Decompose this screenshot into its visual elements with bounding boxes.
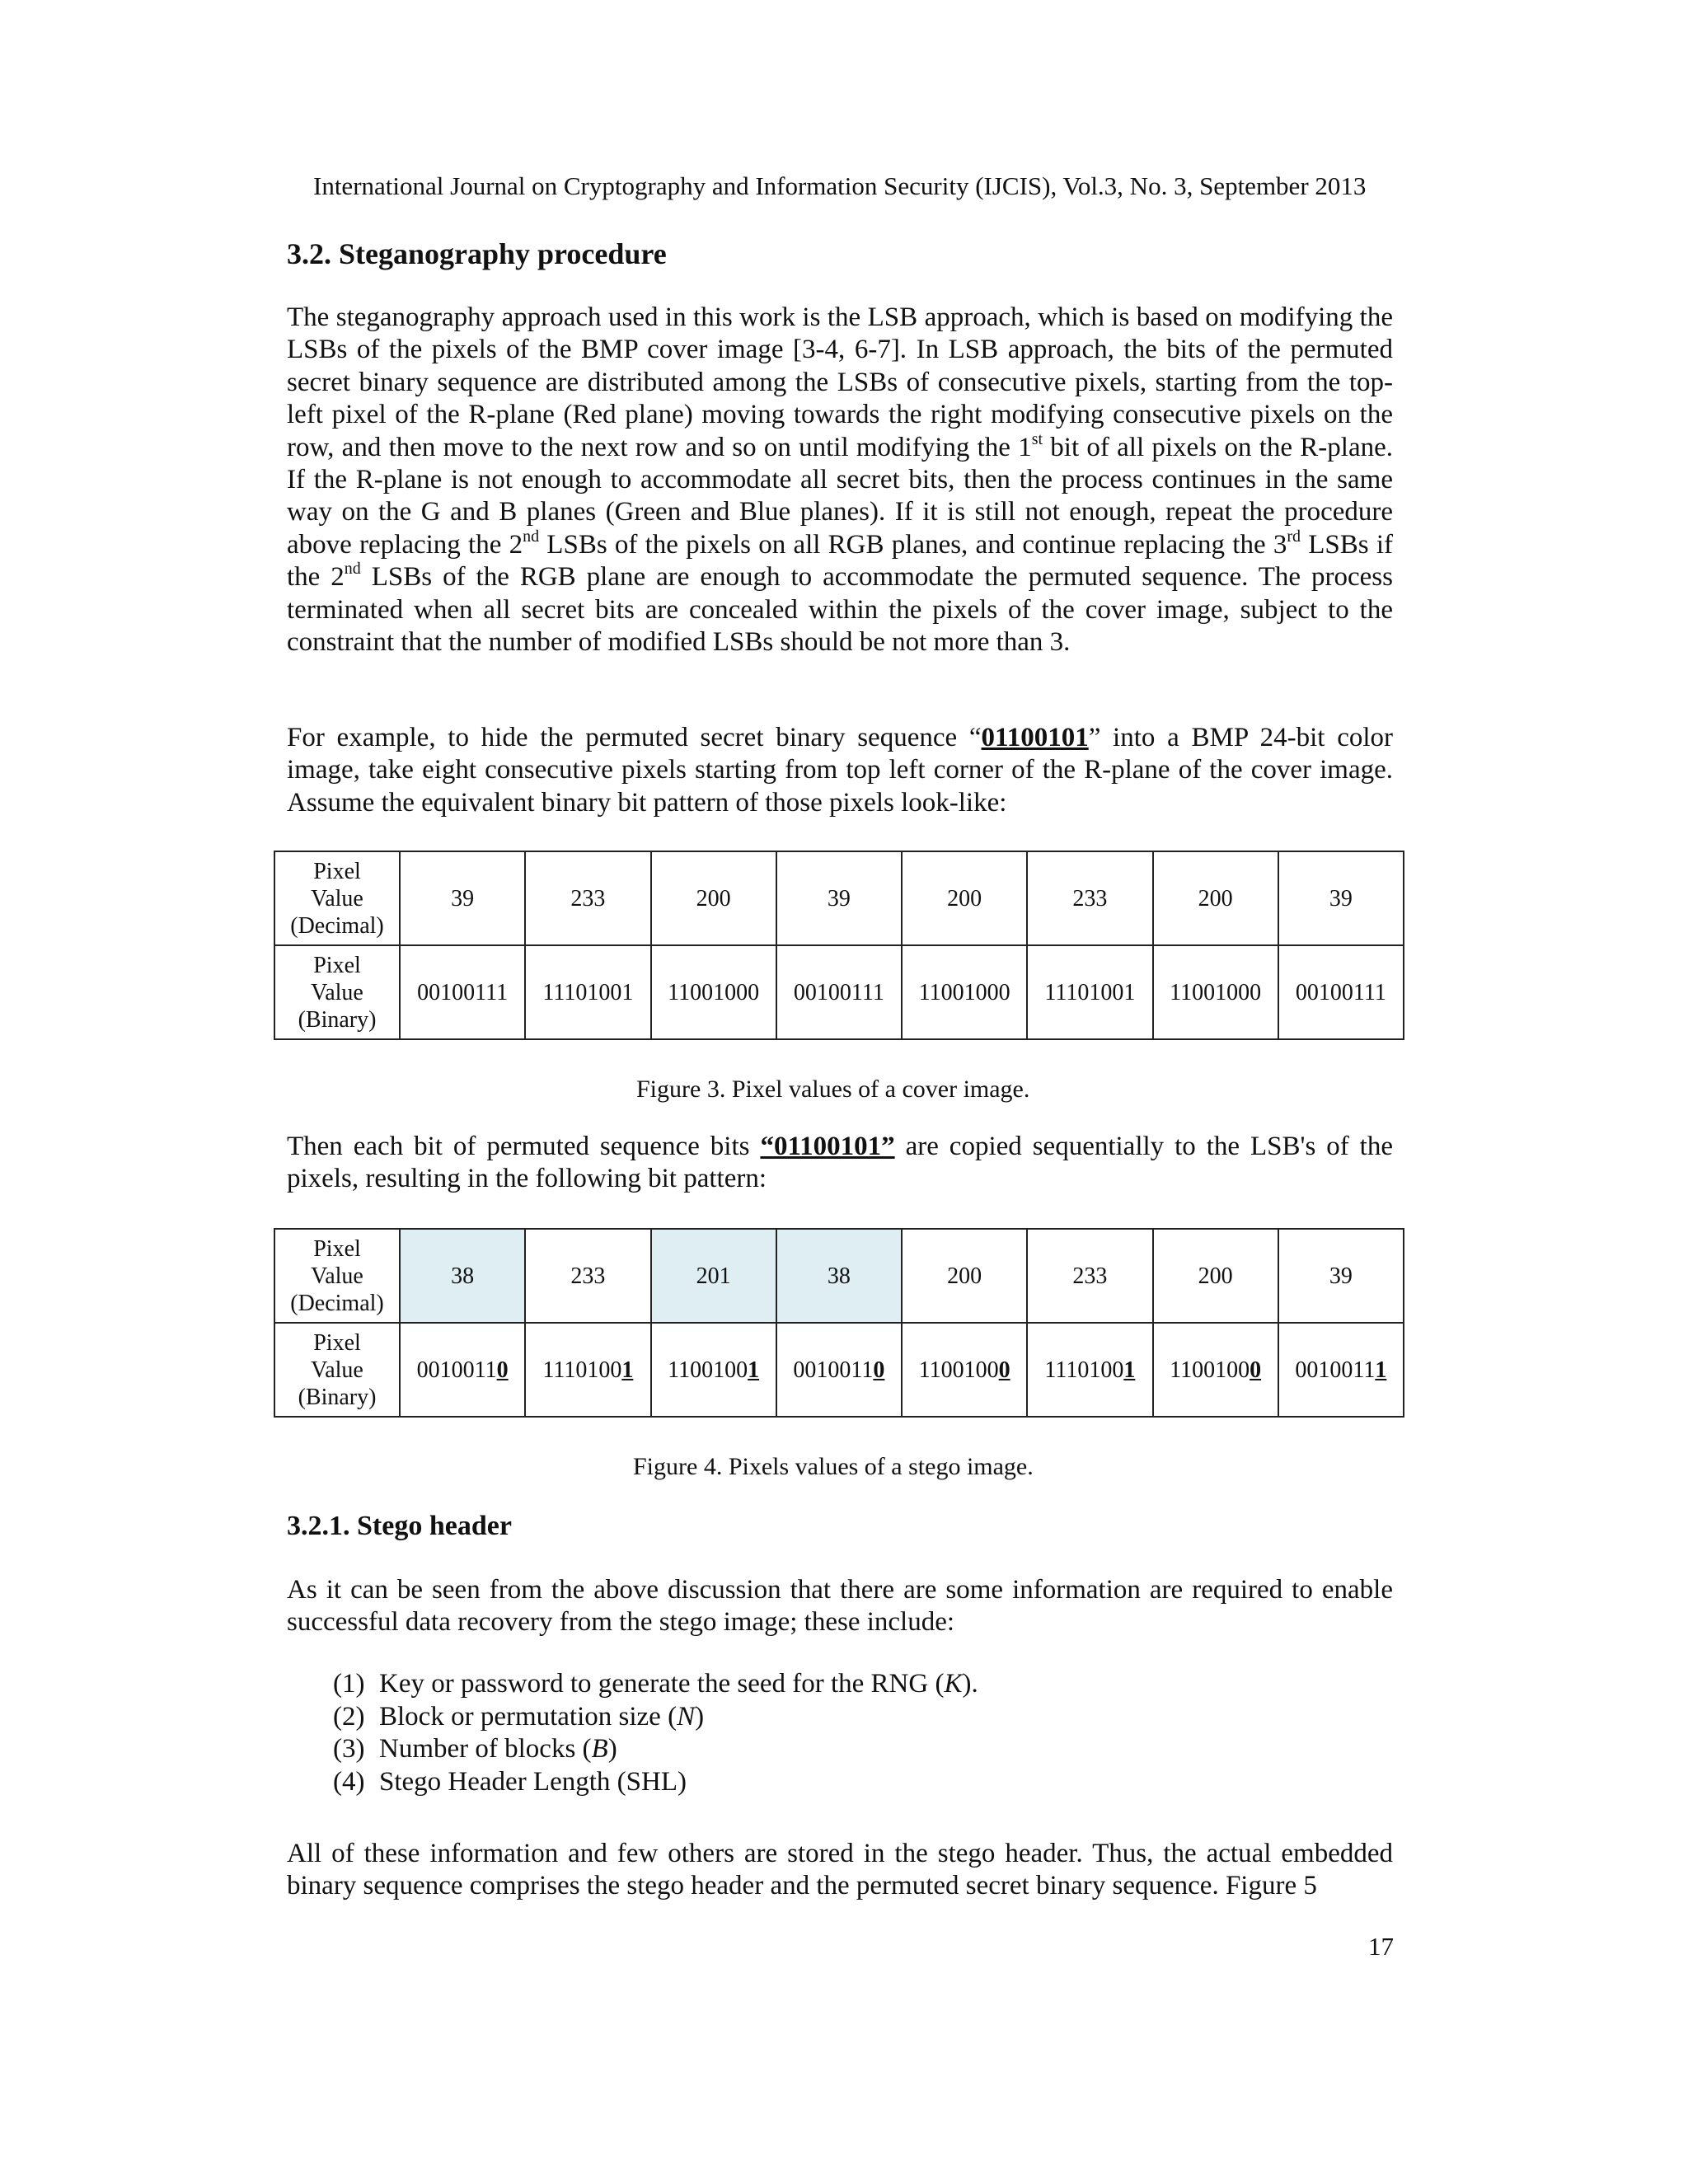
table-cell: 11001000 — [902, 945, 1027, 1039]
table-cell: 11101001 — [1027, 945, 1152, 1039]
lsb-bit: 0 — [496, 1357, 509, 1383]
table-cell: 11001000 — [1153, 1323, 1278, 1417]
table-cell: 11001000 — [1153, 945, 1278, 1039]
paragraph-lsb-approach: The steganography approach used in this work is the LSB approach, which is based on modifying the LSBs of the pixels of the BMP cover image [3-4, 6-7]. In LSB approach, the bits of the permuted secret binary sequence are distributed among the LSBs of consecutive pixels, starting from the top-left pixel of the R-plane (Red plane) moving towards the right modifying consecutive pixels on the row, and then move to the next row and so on until modifying the 1st bit of all pixels on the R-plane. If the R-plane is not enough to accommodate all secret bits, then the process continues in the same way on the G and B planes (Green and Blue planes). If it is still not enough, repeat the procedure above replacing the 2nd LSBs of the pixels on all RGB planes, and continue replacing the 3rd LSBs if the 2nd LSBs of the RGB plane are enough to accommodate the permuted sequence. The process terminated when all secret bits are concealed within the pixels of the cover image, subject to the constraint that the number of modified LSBs should be not more than 3. — [287, 302, 1393, 658]
table-cell: 39 — [776, 851, 902, 945]
paragraph-copy-bits: Then each bit of permuted sequence bits “01100101” are copied sequentially to the LSB's of the pixels, resulting in the following bit pattern: — [287, 1132, 1393, 1194]
lsb-bit: 1 — [748, 1357, 760, 1383]
table-cell: 00100110 — [776, 1323, 902, 1417]
page-number: 17 — [1368, 1932, 1394, 1961]
table-cell: 39 — [400, 851, 525, 945]
table-cell: 11001000 — [902, 1323, 1027, 1417]
row-label: Pixel Value (Decimal) — [274, 1229, 400, 1323]
table-cell: 233 — [1027, 1229, 1152, 1323]
table-cell: 11101001 — [525, 1323, 650, 1417]
table-row — [274, 1323, 1404, 1417]
table-cell: 233 — [1027, 851, 1152, 945]
table-cell: 00100111 — [776, 945, 902, 1039]
lsb-bit: 0 — [998, 1357, 1010, 1383]
subsection-title: 3.2.1. Stego header — [287, 1511, 512, 1541]
stego-pixel-table — [274, 1228, 1404, 1418]
lsb-bit: 1 — [621, 1357, 634, 1383]
table-cell: 11001001 — [651, 1323, 776, 1417]
table-cell: 11101001 — [1027, 1323, 1152, 1417]
row-label: Pixel Value (Binary) — [274, 1323, 400, 1417]
lsb-bit: 1 — [1123, 1357, 1136, 1383]
table-row — [274, 851, 1404, 945]
table-cell: 11001000 — [651, 945, 776, 1039]
row-label: Pixel Value (Binary) — [274, 945, 400, 1039]
list-item: (2) Block or permutation size (N) — [333, 1701, 705, 1732]
table-cell: 11101001 — [525, 945, 650, 1039]
table-cell: 00100111 — [400, 945, 525, 1039]
table-cell: 39 — [1278, 851, 1404, 945]
table-cell: 200 — [1153, 1229, 1278, 1323]
paragraph-example: For example, to hide the permuted secret binary sequence “01100101” into a BMP 24-bit color image, take eight consecutive pixels starting from top left corner of the R-plane of the cover image. Assume the equivalent binary bit pattern of those pixels look-like: — [287, 723, 1393, 818]
header-fields-list — [333, 1668, 978, 1798]
table-cell: 200 — [902, 1229, 1027, 1323]
lsb-bit: 0 — [873, 1357, 885, 1383]
table-cell: 233 — [525, 851, 650, 945]
paragraph-stego-header: All of these information and few others are stored in the stego header. Thus, the actual embedded binary sequence comprises the stego header and the permuted secret binary sequence. Figure 5 — [287, 1839, 1393, 1901]
lsb-bit: 1 — [1375, 1357, 1387, 1383]
table-cell: 00100111 — [1278, 945, 1404, 1039]
table-cell: 00100110 — [400, 1323, 525, 1417]
table-cell: 200 — [902, 851, 1027, 945]
table-cell-modified: 38 — [400, 1229, 525, 1323]
table-cell-modified: 201 — [651, 1229, 776, 1323]
table-cell: 200 — [651, 851, 776, 945]
table-cell: 200 — [1153, 851, 1278, 945]
secret-sequence: “01100101” — [760, 1132, 895, 1161]
section-title: 3.2. Steganography procedure — [287, 237, 667, 270]
lsb-bit: 0 — [1250, 1357, 1262, 1383]
paragraph-recovery-info: As it can be seen from the above discussion that there are some information are required to enable successful data recovery from the stego image; these include: — [287, 1575, 1393, 1638]
table-cell-modified: 38 — [776, 1229, 902, 1323]
table-cell: 39 — [1278, 1229, 1404, 1323]
secret-sequence: 01100101 — [981, 723, 1089, 752]
list-item: (1) Key or password to generate the seed for the RNG (K). — [333, 1669, 978, 1699]
list-item: (4) Stego Header Length (SHL) — [333, 1766, 687, 1797]
row-label: Pixel Value (Decimal) — [274, 851, 400, 945]
table-row — [274, 1229, 1404, 1323]
cover-pixel-table — [274, 851, 1404, 1040]
table-cell: 00100111 — [1278, 1323, 1404, 1417]
journal-header: International Journal on Cryptography and Information Security (IJCIS), Vol.3, No. 3, September 2013 — [313, 171, 1367, 200]
figure-3-caption: Figure 3. Pixel values of a cover image. — [636, 1076, 1030, 1103]
table-cell: 233 — [525, 1229, 650, 1323]
table-row — [274, 945, 1404, 1039]
figure-4-caption: Figure 4. Pixels values of a stego image. — [633, 1453, 1034, 1480]
list-item: (3) Number of blocks (B) — [333, 1734, 617, 1764]
